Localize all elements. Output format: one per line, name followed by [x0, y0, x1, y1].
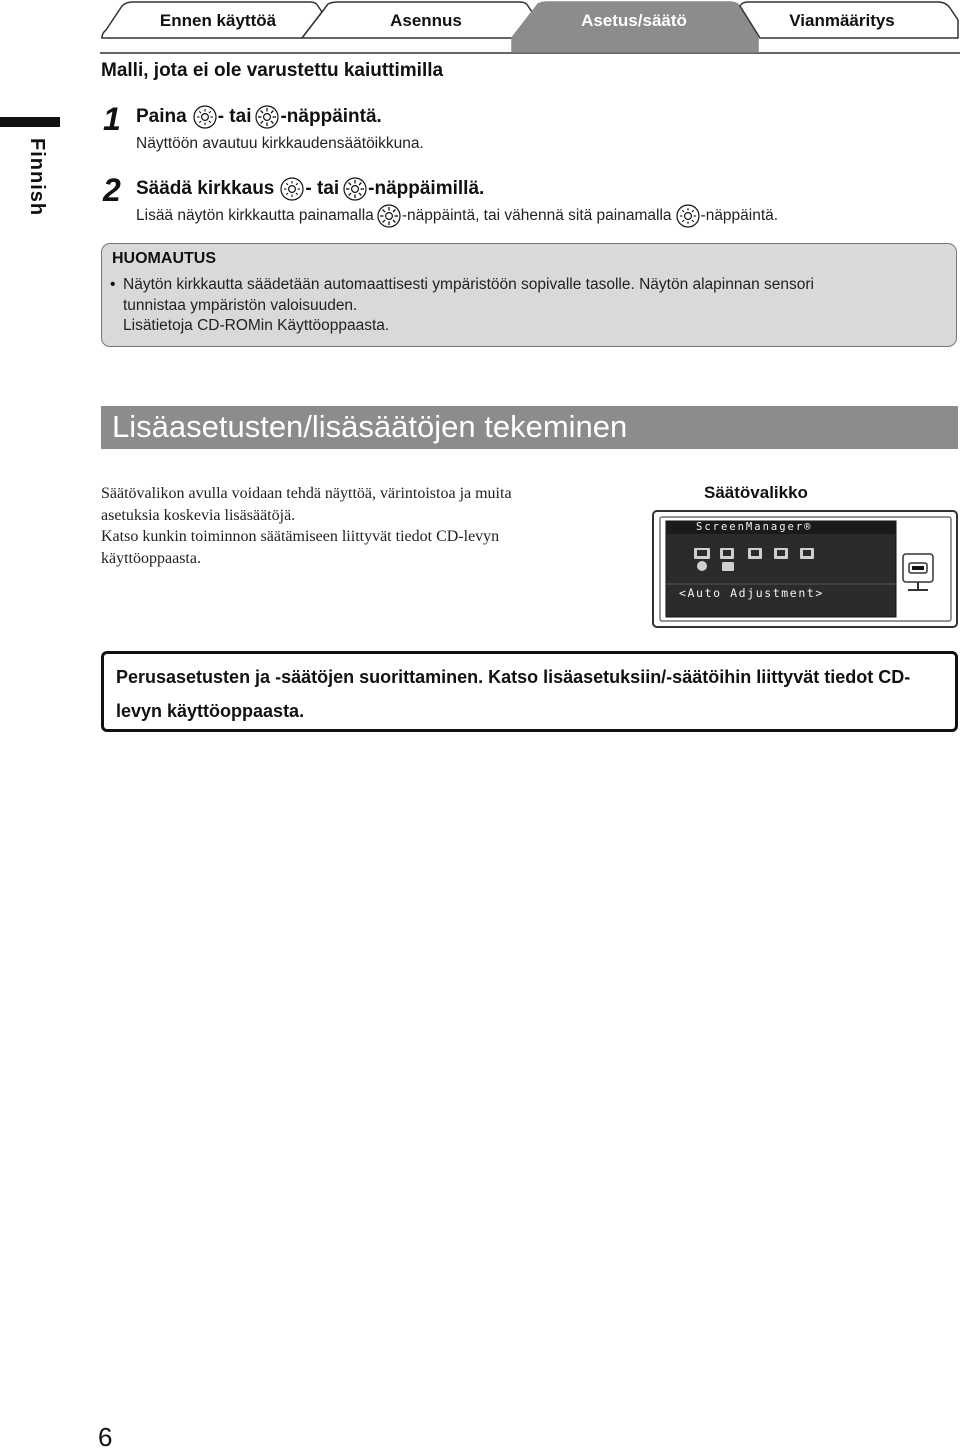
brightness-down-icon	[676, 204, 700, 228]
section-body-text	[101, 483, 571, 569]
note-text-line: tunnistaa ympäristön valoisuuden.	[123, 296, 358, 314]
brightness-up-icon	[377, 204, 401, 228]
step-1-title-middle: - tai	[217, 106, 252, 127]
step-2-desc-middle: -näppäintä, tai vähennä sitä painamalla	[401, 207, 672, 224]
step-number-2: 2	[103, 172, 121, 208]
step-2-description	[136, 204, 778, 228]
body-text-line: asetuksia koskevia lisäsäätöjä.	[101, 506, 296, 524]
body-text-line: käyttöoppaasta.	[101, 549, 201, 567]
step-1-title	[136, 105, 382, 129]
tab-asetus-saato[interactable]: Asetus/säätö	[581, 11, 687, 30]
step-number-1: 1	[103, 101, 121, 137]
section-header-bar	[101, 406, 958, 449]
auto-adjustment-item: <Auto Adjustment>	[679, 586, 824, 600]
language-marker-bar	[0, 117, 60, 127]
note-bullet: •	[110, 276, 116, 293]
brightness-up-icon	[343, 177, 367, 201]
body-text-line: Säätövalikon avulla voidaan tehdä näyttöä, värintoistoa ja muita	[101, 485, 512, 502]
language-label: Finnish	[26, 138, 48, 217]
tab-asennus[interactable]: Asennus	[390, 11, 462, 30]
screenmanager-brand: ScreenManager®	[696, 521, 813, 533]
step-2-title-middle: - tai	[305, 178, 340, 199]
brightness-down-icon	[193, 105, 217, 129]
note-text-line: Näytön kirkkautta säädetään automaattisesti ympäristöön sopivalle tasolle. Näytön alapinnan sensori	[123, 276, 814, 293]
note-title: HUOMAUTUS	[112, 250, 216, 267]
adjustment-menu-caption: Säätövalikko	[704, 483, 808, 502]
step-2-title-after: -näppäimillä.	[368, 178, 485, 199]
step-1-title-before: Paina	[136, 106, 187, 127]
subheading: Malli, jota ei ole varustettu kaiuttimilla	[101, 60, 444, 81]
step-1-description: Näyttöön avautuu kirkkaudensäätöikkuna.	[136, 135, 424, 152]
step-2-desc-before: Lisää näytön kirkkautta painamalla	[136, 207, 374, 224]
brightness-down-icon	[280, 177, 304, 201]
step-2-desc-after: -näppäintä.	[700, 207, 779, 224]
tab-vianmaaritys[interactable]: Vianmääritys	[789, 11, 895, 30]
note-box	[101, 243, 957, 347]
note-text-line: Lisätietoja CD-ROMin Käyttöoppaasta.	[123, 317, 390, 334]
tab-ennen-kayttoa[interactable]: Ennen käyttöä	[159, 11, 277, 30]
callout-text: Perusasetusten ja -säätöjen suorittaminen. Katso lisäasetuksiin/-säätöihin liittyvät tiedot CD-levyn käyttöoppaasta.	[116, 667, 911, 721]
reference-callout	[101, 651, 958, 732]
brightness-up-icon	[255, 105, 279, 129]
page-number: 6	[98, 1422, 113, 1452]
note-text	[123, 275, 933, 337]
body-text-line: Katso kunkin toiminnon säätämiseen liittyvät tiedot CD-levyn	[101, 528, 500, 545]
section-title: Lisäasetusten/lisäsäätöjen tekeminen	[112, 409, 628, 444]
step-1-title-after: -näppäintä.	[280, 106, 382, 127]
step-2-title	[136, 177, 484, 201]
step-2-title-before: Säädä kirkkaus	[136, 178, 275, 199]
tab-bar	[100, 0, 960, 54]
